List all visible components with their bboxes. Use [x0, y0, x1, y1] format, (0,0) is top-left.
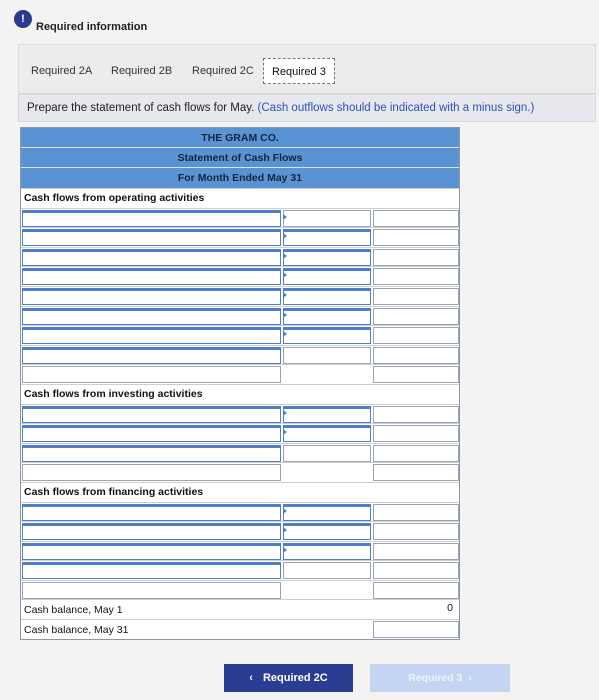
- operating-row: [21, 266, 459, 286]
- total-input[interactable]: [373, 504, 459, 521]
- tab-required-2a[interactable]: Required 2A: [31, 65, 93, 77]
- arrow-icon: [283, 410, 287, 416]
- tab-required-2b[interactable]: Required 2B: [111, 65, 173, 77]
- operating-row: [21, 208, 459, 228]
- next-required-3-button[interactable]: [370, 664, 510, 692]
- amount-input[interactable]: [283, 347, 371, 364]
- arrow-icon: [283, 547, 287, 553]
- company-name: THE GRAM CO.: [21, 128, 459, 148]
- total-input[interactable]: [373, 543, 459, 560]
- amount-input[interactable]: [283, 504, 371, 521]
- total-input[interactable]: [373, 406, 459, 423]
- financing-row: [21, 502, 459, 522]
- total-input[interactable]: [373, 523, 459, 540]
- instruction-text: Prepare the statement of cash flows for May.: [27, 102, 255, 114]
- cash-balance-begin-label: Cash balance, May 1: [24, 604, 123, 617]
- description-input[interactable]: [22, 425, 281, 442]
- total-input[interactable]: [373, 366, 459, 383]
- financing-total-row: [21, 580, 459, 600]
- arrow-icon: [283, 253, 287, 259]
- investing-total-row: [21, 462, 459, 482]
- description-input[interactable]: [22, 582, 281, 599]
- description-input[interactable]: [22, 229, 281, 246]
- total-input[interactable]: [373, 288, 459, 305]
- total-input[interactable]: [373, 425, 459, 442]
- arrow-icon: [283, 508, 287, 514]
- operating-row: [21, 247, 459, 267]
- statement-title: Statement of Cash Flows: [21, 148, 459, 168]
- statement-header: [21, 128, 459, 188]
- total-input[interactable]: [373, 347, 459, 364]
- financing-row: [21, 560, 459, 580]
- description-input[interactable]: [22, 464, 281, 481]
- amount-input[interactable]: [283, 327, 371, 344]
- description-input[interactable]: [22, 347, 281, 364]
- amount-input[interactable]: [283, 268, 371, 285]
- description-input[interactable]: [22, 249, 281, 266]
- total-input[interactable]: [373, 327, 459, 344]
- investing-row: [21, 404, 459, 424]
- arrow-icon: [283, 312, 287, 318]
- alert-icon: !: [14, 10, 32, 28]
- description-input[interactable]: [22, 327, 281, 344]
- cash-balance-begin-value: 0: [447, 602, 453, 615]
- financing-row: [21, 541, 459, 561]
- cash-balance-end-row: [21, 619, 459, 639]
- instruction-note: (Cash outflows should be indicated with a minus sign.): [257, 102, 535, 114]
- investing-row: [21, 443, 459, 463]
- operating-row: [21, 345, 459, 365]
- financing-section-header: [21, 482, 459, 502]
- description-input[interactable]: [22, 210, 281, 227]
- amount-input[interactable]: [283, 210, 371, 227]
- arrow-icon: [283, 272, 287, 278]
- arrow-icon: [283, 214, 287, 220]
- amount-input[interactable]: [283, 562, 371, 579]
- amount-input[interactable]: [283, 406, 371, 423]
- arrow-icon: [283, 292, 287, 298]
- operating-row: [21, 286, 459, 306]
- instruction: [27, 102, 534, 114]
- total-input[interactable]: [373, 210, 459, 227]
- total-input[interactable]: [373, 249, 459, 266]
- next-button-label: Required 3: [408, 672, 463, 684]
- operating-row: [21, 325, 459, 345]
- description-input[interactable]: [22, 366, 281, 383]
- cash-flow-statement: [20, 127, 460, 640]
- amount-input[interactable]: [283, 249, 371, 266]
- amount-input[interactable]: [283, 308, 371, 325]
- cash-balance-end-label: Cash balance, May 31: [24, 624, 129, 637]
- amount-input[interactable]: [283, 543, 371, 560]
- total-input[interactable]: [373, 268, 459, 285]
- total-input[interactable]: [373, 308, 459, 325]
- description-input[interactable]: [22, 268, 281, 285]
- cash-balance-end-input[interactable]: [373, 621, 459, 638]
- description-input[interactable]: [22, 523, 281, 540]
- amount-input[interactable]: [283, 523, 371, 540]
- investing-label: Cash flows from investing activities: [24, 387, 203, 400]
- total-input[interactable]: [373, 582, 459, 599]
- instruction-box: [18, 94, 596, 122]
- info-title: Required information: [36, 21, 148, 33]
- total-input[interactable]: [373, 562, 459, 579]
- info-bar: [14, 10, 154, 40]
- arrow-icon: [283, 331, 287, 337]
- amount-input[interactable]: [283, 229, 371, 246]
- financing-label: Cash flows from financing activities: [24, 485, 204, 498]
- description-input[interactable]: [22, 288, 281, 305]
- prev-required-2c-button[interactable]: [224, 664, 353, 692]
- operating-label: Cash flows from operating activities: [24, 192, 205, 204]
- chevron-right-icon: ›: [468, 672, 472, 684]
- description-input[interactable]: [22, 406, 281, 423]
- tab-required-2c[interactable]: Required 2C: [192, 65, 254, 77]
- description-input[interactable]: [22, 308, 281, 325]
- total-input[interactable]: [373, 229, 459, 246]
- operating-section-header: [21, 188, 459, 208]
- total-input[interactable]: [373, 445, 459, 462]
- operating-row: [21, 227, 459, 247]
- operating-total-row: [21, 364, 459, 384]
- amount-input[interactable]: [283, 445, 371, 462]
- amount-input[interactable]: [283, 288, 371, 305]
- description-input[interactable]: [22, 543, 281, 560]
- financing-row: [21, 521, 459, 541]
- operating-row: [21, 306, 459, 326]
- prev-button-label: Required 2C: [262, 672, 328, 684]
- arrow-icon: [283, 233, 287, 239]
- statement-period: For Month Ended May 31: [177, 172, 303, 184]
- cash-balance-begin-row: [21, 599, 459, 619]
- description-input[interactable]: [22, 504, 281, 521]
- chevron-left-icon: ‹: [249, 672, 253, 684]
- amount-input[interactable]: [283, 425, 371, 442]
- description-input[interactable]: [22, 562, 281, 579]
- arrow-icon: [283, 527, 287, 533]
- investing-section-header: [21, 384, 459, 404]
- total-input[interactable]: [373, 464, 459, 481]
- description-input[interactable]: [22, 445, 281, 462]
- investing-row: [21, 423, 459, 443]
- arrow-icon: [283, 429, 287, 435]
- tab-bar: [18, 44, 596, 94]
- tab-required-3[interactable]: Required 3: [263, 58, 335, 84]
